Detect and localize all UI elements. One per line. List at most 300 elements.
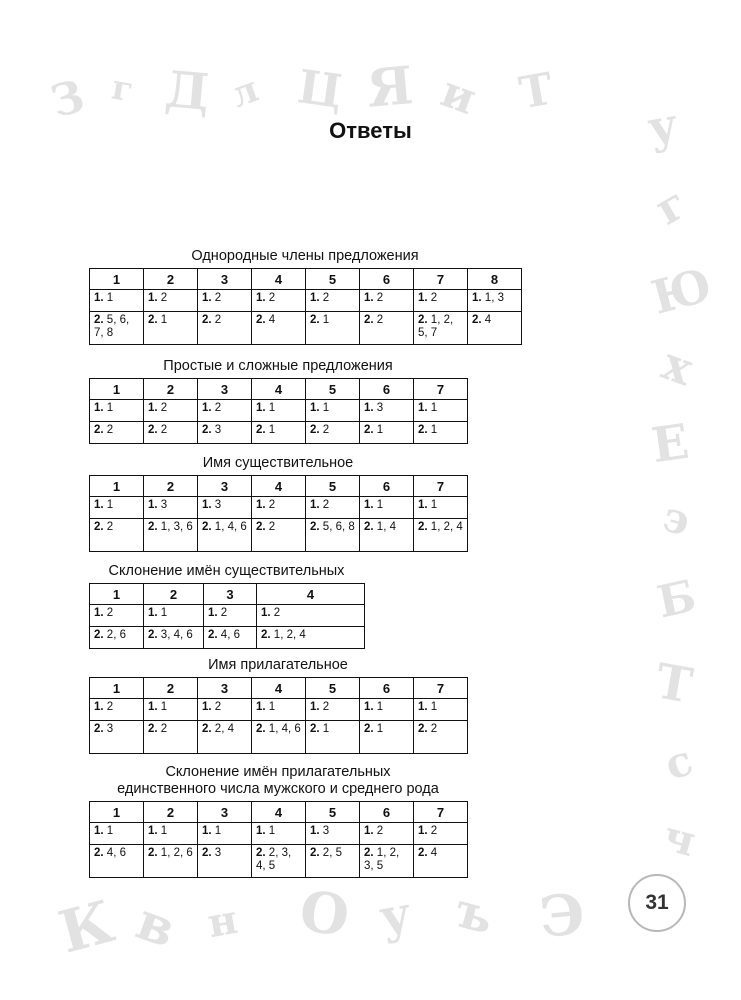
answer-cell	[144, 290, 198, 312]
answer-value: 2	[160, 424, 168, 436]
question-number: 2.	[261, 629, 271, 641]
caption-line: единственного числа мужского и среднего рода	[117, 781, 439, 797]
question-number: 2.	[364, 521, 374, 533]
answer-value: 2	[322, 292, 330, 304]
answer-cell	[306, 400, 360, 422]
decor-letter: х	[655, 335, 700, 397]
question-number: 1.	[202, 292, 212, 304]
answer-cell	[252, 497, 306, 519]
answer-row	[90, 422, 468, 444]
decor-letter: Э	[537, 881, 588, 951]
answer-section	[89, 563, 365, 649]
decor-letter: Е	[648, 413, 693, 475]
answer-cell	[306, 519, 360, 552]
answer-cell	[468, 290, 522, 312]
answer-table	[89, 583, 365, 649]
task-number-header: 3	[198, 802, 252, 823]
answer-cell	[144, 605, 204, 627]
question-number: 2.	[256, 723, 266, 735]
header-row	[90, 269, 522, 290]
answer-value: 1	[376, 723, 384, 735]
answer-value: 2	[214, 314, 222, 326]
answer-value: 1, 3, 6	[160, 521, 193, 533]
decor-letter: Б	[653, 570, 701, 629]
answer-cell	[204, 605, 257, 627]
answer-value: 2	[376, 314, 384, 326]
section-caption	[89, 657, 467, 674]
question-number: 1.	[94, 607, 104, 619]
answer-value: 1	[376, 701, 384, 713]
task-number-header: 1	[90, 584, 144, 605]
question-number: 2.	[310, 723, 320, 735]
answer-cell	[306, 497, 360, 519]
question-number: 1.	[256, 402, 266, 414]
answer-value: 1, 2, 3, 5	[364, 847, 400, 872]
question-number: 1.	[94, 402, 104, 414]
question-number: 1.	[148, 825, 158, 837]
task-number-header: 4	[252, 476, 306, 497]
question-number: 2.	[364, 847, 374, 859]
answer-cell	[306, 290, 360, 312]
question-number: 2.	[256, 847, 266, 859]
task-number-header: 3	[198, 269, 252, 290]
decor-letter: Ц	[294, 59, 346, 119]
answer-cell	[414, 400, 468, 422]
answer-cell	[252, 290, 306, 312]
question-number: 2.	[418, 424, 428, 436]
answer-value: 3	[106, 723, 114, 735]
answer-section	[89, 455, 468, 552]
task-number-header: 1	[90, 269, 144, 290]
answer-value: 1	[430, 499, 438, 511]
answer-value: 2	[160, 402, 168, 414]
header-row	[90, 802, 468, 823]
answer-row	[90, 699, 468, 721]
answer-cell	[198, 400, 252, 422]
answer-cell	[252, 519, 306, 552]
task-number-header: 7	[414, 802, 468, 823]
task-number-header: 7	[414, 269, 468, 290]
answer-value: 1	[268, 825, 276, 837]
answer-cell	[360, 312, 414, 345]
question-number: 1.	[94, 499, 104, 511]
question-number: 1.	[256, 292, 266, 304]
question-number: 2.	[310, 521, 320, 533]
task-number-header: 4	[257, 584, 365, 605]
task-number-header: 7	[414, 379, 468, 400]
answer-cell	[414, 519, 468, 552]
answer-value: 2	[376, 292, 384, 304]
answer-value: 1	[106, 825, 114, 837]
answer-table	[89, 475, 468, 552]
question-number: 1.	[310, 499, 320, 511]
answer-value: 2	[214, 701, 222, 713]
task-number-header: 3	[198, 476, 252, 497]
section-caption	[89, 455, 467, 472]
answer-cell	[90, 290, 144, 312]
answer-value: 1	[160, 314, 168, 326]
task-number-header: 6	[360, 802, 414, 823]
question-number: 2.	[418, 847, 428, 859]
question-number: 2.	[364, 314, 374, 326]
answer-cell	[204, 627, 257, 649]
section-caption	[89, 764, 467, 798]
task-number-header: 7	[414, 476, 468, 497]
answer-value: 1, 3	[484, 292, 504, 304]
question-number: 1.	[418, 402, 428, 414]
question-number: 2.	[148, 424, 158, 436]
answer-value: 1	[376, 424, 384, 436]
answer-cell	[360, 699, 414, 721]
answer-row	[90, 312, 522, 345]
answer-value: 4	[430, 847, 438, 859]
task-number-header: 4	[252, 678, 306, 699]
question-number: 2.	[202, 521, 212, 533]
answer-row	[90, 400, 468, 422]
answer-value: 2	[273, 607, 281, 619]
answer-cell	[306, 312, 360, 345]
question-number: 1.	[310, 292, 320, 304]
decor-letter: Т	[515, 63, 557, 120]
question-number: 2.	[94, 723, 104, 735]
header-row	[90, 678, 468, 699]
answer-cell	[198, 290, 252, 312]
decor-letter: Т	[651, 653, 697, 715]
answer-cell	[306, 845, 360, 878]
answer-value: 5, 6, 7, 8	[94, 314, 130, 339]
answer-cell	[144, 721, 198, 754]
answer-value: 1	[322, 723, 330, 735]
question-number: 1.	[148, 402, 158, 414]
page-title: Ответы	[329, 118, 412, 143]
question-number: 2.	[310, 847, 320, 859]
decor-letter: н	[204, 895, 242, 948]
answer-value: 2	[322, 424, 330, 436]
question-number: 2.	[208, 629, 218, 641]
task-number-header: 4	[252, 379, 306, 400]
answer-value: 2	[322, 701, 330, 713]
answer-value: 1, 4, 6	[268, 723, 301, 735]
answer-cell	[252, 422, 306, 444]
question-number: 1.	[202, 701, 212, 713]
caption-line: Имя существительное	[202, 455, 354, 471]
answer-cell	[198, 823, 252, 845]
task-number-header: 6	[360, 379, 414, 400]
question-number: 1.	[418, 292, 428, 304]
answer-cell	[414, 699, 468, 721]
question-number: 1.	[418, 701, 428, 713]
question-number: 1.	[418, 499, 428, 511]
question-number: 2.	[418, 521, 428, 533]
answer-cell	[360, 400, 414, 422]
answer-value: 1	[322, 314, 330, 326]
answer-value: 2	[430, 825, 438, 837]
answer-cell	[414, 845, 468, 878]
answer-cell	[90, 312, 144, 345]
answer-cell	[414, 422, 468, 444]
task-number-header: 2	[144, 476, 198, 497]
answer-value: 3	[214, 424, 222, 436]
decor-letter: э	[658, 491, 696, 546]
question-number: 1.	[364, 825, 374, 837]
section-caption	[89, 248, 521, 265]
answer-row	[90, 605, 365, 627]
answer-cell	[90, 422, 144, 444]
answer-cell	[360, 721, 414, 754]
answer-value: 5, 6, 8	[322, 521, 355, 533]
answer-cell	[144, 627, 204, 649]
task-number-header: 3	[198, 678, 252, 699]
question-number: 2.	[256, 314, 266, 326]
question-number: 1.	[364, 402, 374, 414]
page-number: 31	[628, 874, 686, 932]
answer-cell	[360, 845, 414, 878]
answer-cell	[90, 519, 144, 552]
answer-value: 4	[268, 314, 276, 326]
answer-value: 1	[268, 402, 276, 414]
question-number: 1.	[310, 701, 320, 713]
answer-cell	[198, 497, 252, 519]
question-number: 1.	[310, 825, 320, 837]
task-number-header: 2	[144, 379, 198, 400]
question-number: 2.	[148, 521, 158, 533]
answer-cell	[90, 497, 144, 519]
task-number-header: 4	[252, 802, 306, 823]
question-number: 1.	[364, 499, 374, 511]
answer-value: 3	[160, 499, 168, 511]
answer-cell	[414, 823, 468, 845]
decor-letter: Я	[364, 55, 416, 120]
answer-value: 1	[160, 701, 168, 713]
task-number-header: 1	[90, 802, 144, 823]
answer-value: 1	[214, 825, 222, 837]
question-number: 2.	[472, 314, 482, 326]
decor-letter: ч	[658, 810, 701, 867]
answer-cell	[414, 497, 468, 519]
answer-value: 1	[160, 607, 168, 619]
task-number-header: 2	[144, 678, 198, 699]
caption-line: Склонение имён существительных	[108, 563, 345, 579]
answer-section	[89, 657, 468, 754]
answer-value: 2	[376, 825, 384, 837]
decor-letter: ъ	[449, 882, 500, 946]
task-number-header: 5	[306, 678, 360, 699]
task-number-header: 5	[306, 476, 360, 497]
question-number: 1.	[364, 292, 374, 304]
answer-value: 1	[376, 499, 384, 511]
answer-value: 3	[376, 402, 384, 414]
answer-cell	[90, 627, 144, 649]
decor-letter: З	[45, 70, 90, 129]
question-number: 1.	[94, 825, 104, 837]
question-number: 2.	[202, 847, 212, 859]
answer-cell	[90, 400, 144, 422]
answer-value: 1	[106, 292, 114, 304]
answer-cell	[144, 519, 198, 552]
question-number: 2.	[94, 847, 104, 859]
task-number-header: 3	[198, 379, 252, 400]
task-number-header: 1	[90, 379, 144, 400]
decor-letter: л	[225, 67, 264, 117]
answer-cell	[257, 605, 365, 627]
answer-cell	[198, 845, 252, 878]
answer-cell	[414, 290, 468, 312]
answer-value: 1	[430, 402, 438, 414]
question-number: 2.	[148, 723, 158, 735]
answer-value: 1	[322, 402, 330, 414]
answer-value: 1	[106, 402, 114, 414]
task-number-header: 1	[90, 678, 144, 699]
question-number: 2.	[418, 723, 428, 735]
question-number: 1.	[94, 292, 104, 304]
answer-cell	[252, 721, 306, 754]
answer-cell	[468, 312, 522, 345]
question-number: 1.	[256, 825, 266, 837]
answer-cell	[306, 422, 360, 444]
question-number: 1.	[202, 499, 212, 511]
answer-cell	[306, 823, 360, 845]
question-number: 1.	[148, 499, 158, 511]
answer-cell	[198, 721, 252, 754]
answer-value: 1, 2, 4	[273, 629, 306, 641]
answer-value: 2	[160, 723, 168, 735]
question-number: 1.	[94, 701, 104, 713]
section-caption	[89, 358, 467, 375]
answer-cell	[198, 312, 252, 345]
decor-letter: О	[295, 877, 354, 951]
question-number: 2.	[364, 723, 374, 735]
answer-cell	[360, 422, 414, 444]
answer-row	[90, 823, 468, 845]
answer-cell	[257, 627, 365, 649]
task-number-header: 2	[144, 269, 198, 290]
answer-section	[89, 358, 468, 444]
answer-value: 2	[106, 701, 114, 713]
answer-table	[89, 677, 468, 754]
answer-value: 3, 4, 6	[160, 629, 193, 641]
answer-cell	[198, 519, 252, 552]
answer-value: 2, 6	[106, 629, 126, 641]
question-number: 2.	[94, 629, 104, 641]
question-number: 1.	[148, 607, 158, 619]
task-number-header: 6	[360, 476, 414, 497]
answer-row	[90, 721, 468, 754]
question-number: 2.	[310, 424, 320, 436]
task-number-header: 6	[360, 678, 414, 699]
decor-letter: Ю	[646, 257, 718, 325]
decor-letter: г	[108, 67, 137, 111]
question-number: 2.	[202, 723, 212, 735]
answer-value: 4, 6	[220, 629, 240, 641]
question-number: 1.	[256, 499, 266, 511]
question-number: 2.	[148, 314, 158, 326]
decor-letter: Д	[162, 59, 212, 122]
task-number-header: 2	[144, 584, 204, 605]
answer-cell	[252, 845, 306, 878]
question-number: 1.	[208, 607, 218, 619]
answer-cell	[252, 823, 306, 845]
task-number-header: 5	[306, 269, 360, 290]
answer-value: 3	[214, 847, 222, 859]
answer-value: 2	[268, 499, 276, 511]
answer-cell	[252, 400, 306, 422]
answer-value: 1	[268, 701, 276, 713]
answer-cell	[90, 699, 144, 721]
answer-value: 2	[106, 607, 114, 619]
answer-value: 2	[322, 499, 330, 511]
question-number: 1.	[261, 607, 271, 619]
question-number: 2.	[310, 314, 320, 326]
answer-cell	[252, 312, 306, 345]
task-number-header: 4	[252, 269, 306, 290]
answer-value: 1, 4	[376, 521, 396, 533]
answer-value: 1	[160, 825, 168, 837]
answer-cell	[414, 721, 468, 754]
answer-value: 1, 4, 6	[214, 521, 247, 533]
question-number: 2.	[202, 314, 212, 326]
answer-cell	[360, 519, 414, 552]
answer-value: 2, 3, 4, 5	[256, 847, 292, 872]
answer-cell	[144, 845, 198, 878]
question-number: 2.	[94, 314, 104, 326]
task-number-header: 5	[306, 379, 360, 400]
answer-value: 2	[106, 521, 114, 533]
decor-letter: у	[643, 96, 682, 156]
answer-cell	[90, 721, 144, 754]
answer-row	[90, 845, 468, 878]
answer-section	[89, 248, 522, 345]
answer-row	[90, 519, 468, 552]
question-number: 2.	[418, 314, 428, 326]
answer-value: 4, 6	[106, 847, 126, 859]
question-number: 2.	[256, 424, 266, 436]
answer-cell	[360, 823, 414, 845]
answer-value: 1, 2, 4	[430, 521, 463, 533]
answer-row	[90, 290, 522, 312]
decor-letter: в	[128, 890, 184, 961]
header-row	[90, 379, 468, 400]
answer-table	[89, 378, 468, 444]
answer-value: 2, 4	[214, 723, 234, 735]
answer-value: 4	[484, 314, 492, 326]
answer-cell	[414, 312, 468, 345]
caption-line: Склонение имён прилагательных	[165, 764, 391, 780]
answer-section	[89, 764, 468, 878]
answer-value: 1, 2, 5, 7	[418, 314, 454, 339]
answer-value: 1, 2, 6	[160, 847, 193, 859]
answer-row	[90, 627, 365, 649]
answer-value: 2, 5	[322, 847, 342, 859]
header-row	[90, 476, 468, 497]
task-number-header: 3	[204, 584, 257, 605]
decor-letter: К	[52, 887, 121, 967]
task-number-header: 6	[360, 269, 414, 290]
question-number: 2.	[202, 424, 212, 436]
answer-value: 1	[106, 499, 114, 511]
section-caption	[89, 563, 364, 580]
answer-cell	[144, 312, 198, 345]
question-number: 1.	[418, 825, 428, 837]
answer-cell	[306, 721, 360, 754]
question-number: 1.	[364, 701, 374, 713]
decor-letter: г	[646, 177, 696, 236]
caption-line: Однородные члены предложения	[191, 248, 419, 264]
answer-cell	[198, 422, 252, 444]
caption-line: Простые и сложные предложения	[163, 358, 393, 374]
answer-value: 2	[106, 424, 114, 436]
answer-cell	[144, 400, 198, 422]
question-number: 1.	[148, 292, 158, 304]
